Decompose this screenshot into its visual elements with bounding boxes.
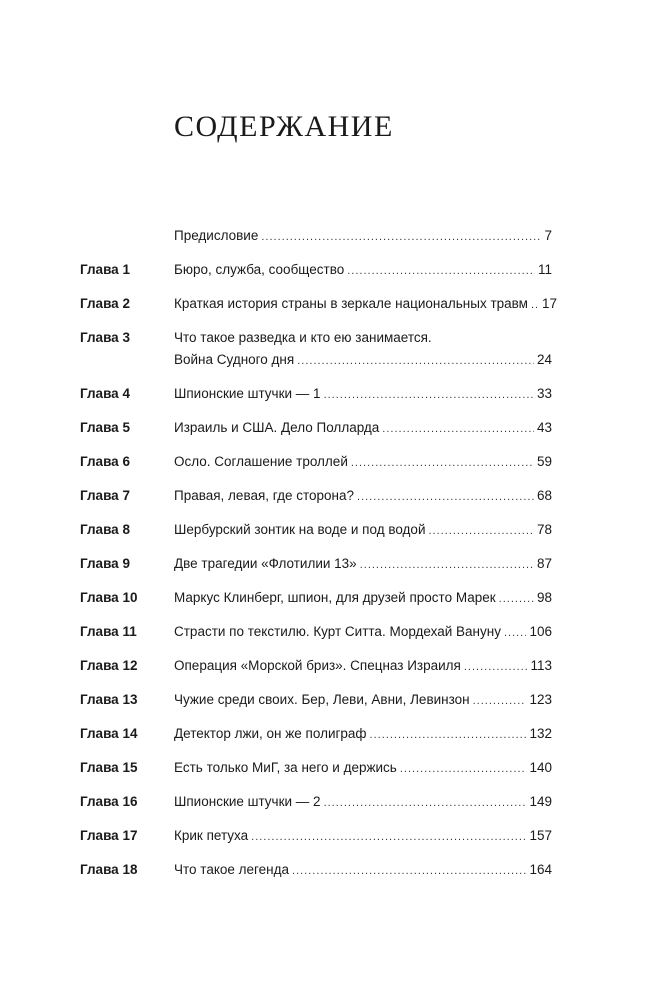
dot-leader (370, 724, 527, 746)
dot-leader (473, 690, 527, 712)
toc-line (174, 225, 552, 248)
dot-leader (400, 758, 527, 780)
toc-line (174, 859, 552, 882)
entry-title: Две трагедии «Флотилии 13» (174, 556, 357, 571)
toc-line (174, 451, 552, 474)
toc-line (174, 485, 552, 508)
entry-title: Краткая история страны в зеркале национальных травм (174, 296, 528, 311)
dot-leader (251, 826, 526, 848)
toc-line (174, 519, 552, 542)
entry-title: Война Судного дня (174, 352, 295, 367)
dot-leader (324, 384, 534, 406)
page-number: 24 (536, 352, 552, 367)
entry-title: Страсти по текстилю. Курт Ситта. Мордехай Вануну (174, 624, 501, 639)
chapter-label: Глава 7 (80, 488, 130, 503)
dot-leader (504, 622, 527, 644)
dot-leader (499, 588, 534, 610)
chapter-label: Глава 3 (80, 330, 130, 345)
toc-line (174, 259, 552, 282)
dot-leader (360, 554, 534, 576)
toc-line (174, 689, 552, 712)
dot-leader (324, 792, 527, 814)
entry-title: Осло. Соглашение троллей (174, 454, 348, 469)
toc-line (174, 383, 552, 406)
chapter-label: Глава 15 (80, 760, 138, 775)
toc-line (174, 825, 552, 848)
chapter-label: Глава 14 (80, 726, 138, 741)
page-number: 140 (529, 760, 552, 775)
page-number: 157 (529, 828, 552, 843)
entry-title: Чужие среди своих. Бер, Леви, Авни, Левинзон (174, 692, 470, 707)
toc-line (174, 417, 552, 440)
entry-title: Израиль и США. Дело Полларда (174, 420, 380, 435)
chapter-label: Глава 12 (80, 658, 138, 673)
dot-leader (292, 860, 526, 882)
dot-leader (464, 656, 528, 678)
page-number: 59 (536, 454, 552, 469)
page-number: 17 (541, 296, 557, 311)
entry-title: Предисловие (174, 228, 259, 243)
toc-line (174, 655, 552, 678)
toc-line (174, 293, 557, 316)
dot-leader (351, 452, 534, 474)
dot-leader (428, 520, 533, 542)
page-number: 106 (529, 624, 552, 639)
entry-title: Операция «Морской бриз». Спецназ Израиля (174, 658, 461, 673)
page-number: 123 (529, 692, 552, 707)
toc-line (174, 587, 552, 610)
chapter-label: Глава 6 (80, 454, 130, 469)
page-number: 11 (537, 262, 552, 277)
chapter-label: Глава 18 (80, 862, 138, 877)
dot-leader (347, 260, 535, 282)
entry-title: Шпионские штучки — 1 (174, 386, 321, 401)
toc-line (174, 791, 552, 814)
page-title: СОДЕРЖАНИЕ (174, 110, 394, 143)
page-number: 87 (536, 556, 552, 571)
entry-title-line1: Что такое разведка и кто ею занимается. (174, 330, 432, 345)
page-number: 33 (536, 386, 552, 401)
toc-line (174, 349, 552, 372)
entry-title: Детектор лжи, он же полиграф (174, 726, 367, 741)
chapter-label: Глава 5 (80, 420, 130, 435)
toc-line (174, 621, 552, 644)
entry-title: Что такое легенда (174, 862, 290, 877)
entry-title: Маркус Клинберг, шпион, для друзей просто Марек (174, 590, 496, 605)
page-number: 68 (536, 488, 552, 503)
dot-leader (357, 486, 534, 508)
toc-line (174, 723, 552, 746)
page-number: 164 (529, 862, 552, 877)
entry-title: Шпионские штучки — 2 (174, 794, 321, 809)
chapter-label: Глава 17 (80, 828, 138, 843)
page-number: 43 (536, 420, 552, 435)
page-number: 113 (530, 658, 552, 673)
dot-leader (382, 418, 534, 440)
chapter-label: Глава 8 (80, 522, 130, 537)
page-number: 149 (529, 794, 552, 809)
chapter-label: Глава 13 (80, 692, 138, 707)
toc-line (174, 757, 552, 780)
entry-title: Правая, левая, где сторона? (174, 488, 355, 503)
chapter-label: Глава 10 (80, 590, 138, 605)
dot-leader (297, 350, 534, 372)
dot-leader (261, 226, 541, 248)
toc-line (174, 553, 552, 576)
chapter-label: Глава 9 (80, 556, 130, 571)
entry-title: Есть только МиГ, за него и держись (174, 760, 397, 775)
chapter-label: Глава 1 (80, 262, 130, 277)
page-number: 98 (536, 590, 552, 605)
entry-title: Крик петуха (174, 828, 249, 843)
dot-leader (531, 294, 539, 316)
chapter-label: Глава 4 (80, 386, 130, 401)
page-number: 78 (536, 522, 552, 537)
chapter-label: Глава 16 (80, 794, 138, 809)
entry-title: Бюро, служба, сообщество (174, 262, 345, 277)
page-number: 7 (544, 228, 552, 243)
chapter-label: Глава 2 (80, 296, 130, 311)
page-number: 132 (529, 726, 552, 741)
chapter-label: Глава 11 (80, 624, 137, 639)
entry-title: Шербурский зонтик на воде и под водой (174, 522, 426, 537)
